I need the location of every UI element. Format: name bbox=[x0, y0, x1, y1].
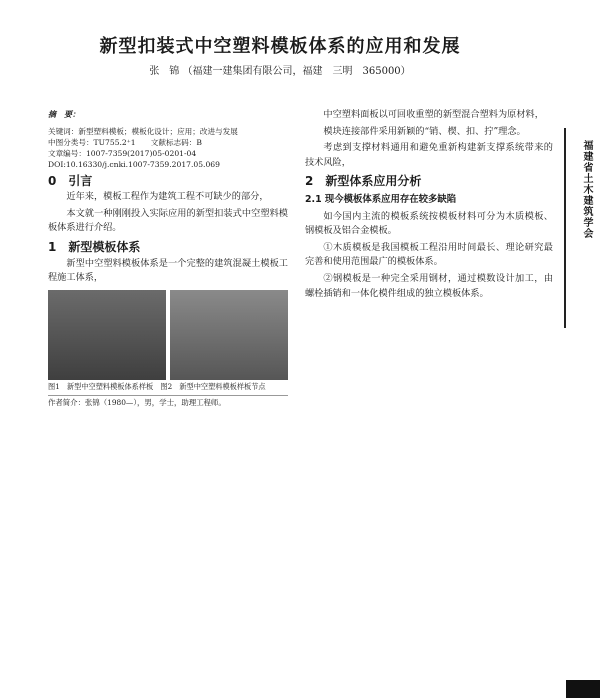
section-2-heading: 2 新型体系应用分析 bbox=[305, 174, 422, 189]
section-2-1-heading: 2.1 现今模板体系应用存在较多缺陷 bbox=[305, 193, 457, 205]
section-0-heading: 0 引言 bbox=[48, 173, 93, 188]
doi: DOI:10.16330/j.cnki.1007-7359.2017.05.069 bbox=[48, 159, 220, 169]
section-0-paragraph-1: 近年来，模板工程作为建筑工程不可缺少的部分， bbox=[66, 191, 269, 203]
author-intro: 作者简介：张锦（1980—），男，学士，助理工程师。 bbox=[48, 395, 288, 408]
keywords: 关键词：新型塑料模板；模板化设计；应用；改进与发展 bbox=[48, 126, 238, 136]
left-column bbox=[48, 108, 288, 408]
abstract-label: 摘 要： bbox=[48, 109, 80, 119]
figure-row bbox=[48, 290, 288, 380]
right-paragraph-5: ①木质模板是我国模板工程沿用时间最长、理论研究最完善和使用范围最广的模板体系。 bbox=[305, 241, 553, 268]
right-column bbox=[305, 108, 553, 303]
paper-title: 新型扣装式中空塑料模板体系的应用和发展 bbox=[99, 36, 461, 57]
section-1-heading: 1 新型模板体系 bbox=[48, 239, 141, 254]
figure-caption: 图1 新型中空塑料模板体系样板 图2 新型中空塑料模板样板节点 bbox=[48, 381, 266, 391]
journal-sidebar-text: 福建省土木建筑学会 bbox=[581, 140, 592, 239]
right-paragraph-1: 中空塑料面板以可回收重塑的新型混合塑料为原材料， bbox=[323, 109, 544, 120]
right-paragraph-3: 考虑到支撑材料通用和避免重新构建新支撑系统带来的技术风险， bbox=[305, 142, 553, 168]
author-affiliation: （福建一建集团有限公司，福建 三明 365000） bbox=[182, 66, 411, 77]
article-number: 文章编号：1007-7359(2017)05-0201-04 bbox=[48, 148, 197, 158]
author-line bbox=[0, 62, 560, 77]
figure-1-photo bbox=[48, 290, 166, 380]
figure-2-photo bbox=[170, 290, 288, 380]
page-corner-mark bbox=[566, 680, 600, 698]
right-paragraph-2: 模块连接部件采用新颖的“销、楔、扣、拧”理念。 bbox=[323, 125, 526, 137]
section-0-paragraph-2: 本文就一种刚刚投入实际应用的新型扣装式中空塑料模板体系进行介绍。 bbox=[48, 207, 288, 234]
author-name: 张 锦 bbox=[149, 66, 180, 77]
class-number: 中图分类号：TU755.2⁺1 文献标志码：B bbox=[48, 137, 202, 147]
section-1-paragraph-1: 新型中空塑料模板体系是一个完整的建筑混凝土模板工程施工体系， bbox=[48, 257, 288, 284]
right-paragraph-6: ②钢模板是一种完全采用钢材，通过模数设计加工，由螺栓插销和一体化模件组成的独立模板体系。 bbox=[305, 272, 553, 299]
abstract bbox=[48, 108, 288, 122]
right-paragraph-4: 如今国内主流的模板系统按模板材料可分为木质模板、钢模板及铝合金模板。 bbox=[305, 210, 553, 237]
